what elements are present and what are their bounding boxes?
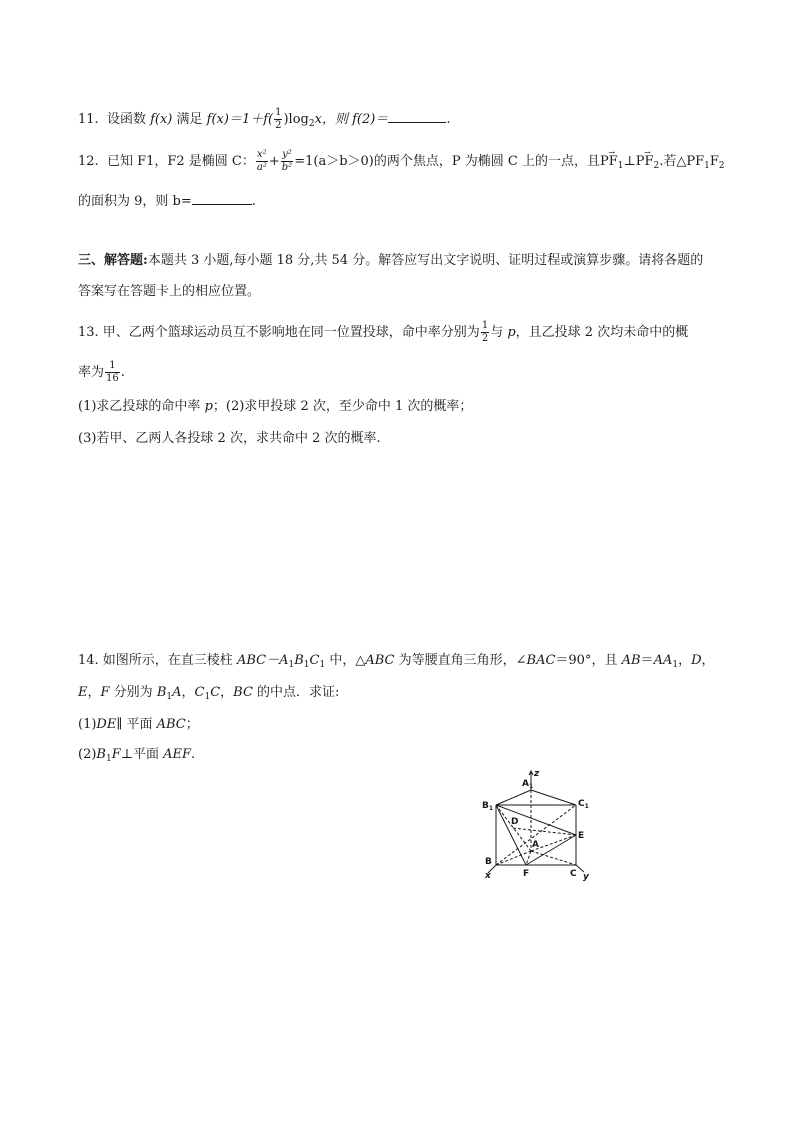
question-number: 12. (78, 154, 99, 169)
question-12: 12. 已知 F1，F2 是椭圆 C： $\frac{\text{x²}}{\text{a²}}$ + $\frac{\text{y²}}{\text{b²}}$ =1(a＞b＞0)的两个焦点，P 为椭圆 C 上的一点，且→ $PF_1\perp\to PF_2$.若$\triangle PF_1F_2$ (78, 150, 725, 175)
section-3-instructions: 三、解答题:本题共 3 小题,每小题 18 分,共 54 分。解答应写出文字说明、证明过程或演算步骤。请将各题的 (78, 253, 704, 268)
segment-b1-f (496, 805, 526, 865)
y-axis (576, 865, 584, 872)
label-b1: $B_1$ (482, 801, 494, 812)
question-12-line2: 的面积为 9，则 b= . (78, 190, 256, 211)
answer-blank (388, 108, 446, 123)
edge-a1-c1 (531, 790, 576, 805)
vector-pf1: → $PF_1$ (600, 153, 624, 175)
fraction-y2-b2: $\frac{\text{y²}}{\text{b²}}$ (281, 149, 293, 173)
prism-figure (476, 768, 596, 888)
fraction-half: $\frac{1}{2}$ (481, 320, 489, 344)
label-c1: $C_1$ (578, 799, 589, 810)
question-13-line2: 率为 $\frac{1}{16}$ . (78, 360, 125, 384)
fraction-1-16: $\frac{1}{16}$ (106, 360, 119, 384)
question-13: 13. 甲、乙两个篮球运动员互不影响地在同一位置投球，命中率分别为 $\frac{1}{2}$ 与 p，且乙投球 2 次均未命中的概 (78, 320, 689, 344)
vector-pf2: → $PF_2$ (636, 153, 660, 175)
question-13-part1-2: (1)求乙投球的命中率 p；(2)求甲投球 2 次，至少命中 1 次的概率； (78, 399, 473, 414)
label-a: A (532, 840, 539, 850)
label-c: C (570, 869, 577, 879)
question-14: 14. 如图所示，在直三棱柱 $ABC-A_1B_1C_1$ 中，△ABC 为等腰直角三角形，∠BAC＝90°，且 $AB=AA_1$，D， (78, 653, 715, 670)
question-14-part2: $(2)B_1F\perp$平面 AEF. (78, 747, 196, 764)
fraction-half: $\frac{1}{2}$ (275, 107, 282, 131)
answer-blank (192, 190, 252, 205)
segment-b1-e (496, 805, 576, 835)
label-f: F (523, 869, 530, 879)
label-x: x (485, 871, 491, 881)
edge-b1-a1 (496, 790, 531, 805)
label-a1: $A_1$ (522, 779, 534, 790)
label-d: D (511, 817, 519, 827)
label-e: E (578, 831, 585, 841)
label-z: z (534, 769, 540, 779)
question-14-line2: E，F 分别为 $B_1A$，$C_1C$，BC 的中点．求证: (78, 685, 340, 702)
question-number: 11. (78, 112, 99, 127)
question-11: 11. 设函数 f(x) 满足 f(x)＝1＋f( $\frac{1}{2}$ )$\log_2x$，则 f(2)＝ . (78, 107, 451, 131)
segment-b-c1 (496, 805, 576, 865)
edge-b-a (496, 851, 531, 865)
label-y: y (583, 872, 589, 882)
fraction-x2-a2: $\frac{\text{x²}}{\text{a²}}$ (256, 149, 267, 173)
section-3-instructions-line2: 答案写在答题卡上的相应位置。 (78, 284, 261, 299)
question-14-part1: (1)DE∥ 平面 ABC； (78, 717, 199, 732)
section-heading: 三、解答题: (78, 253, 148, 268)
question-13-part3: (3)若甲、乙两人各投球 2 次，求共命中 2 次的概率. (78, 431, 381, 446)
label-b: B (485, 857, 492, 867)
